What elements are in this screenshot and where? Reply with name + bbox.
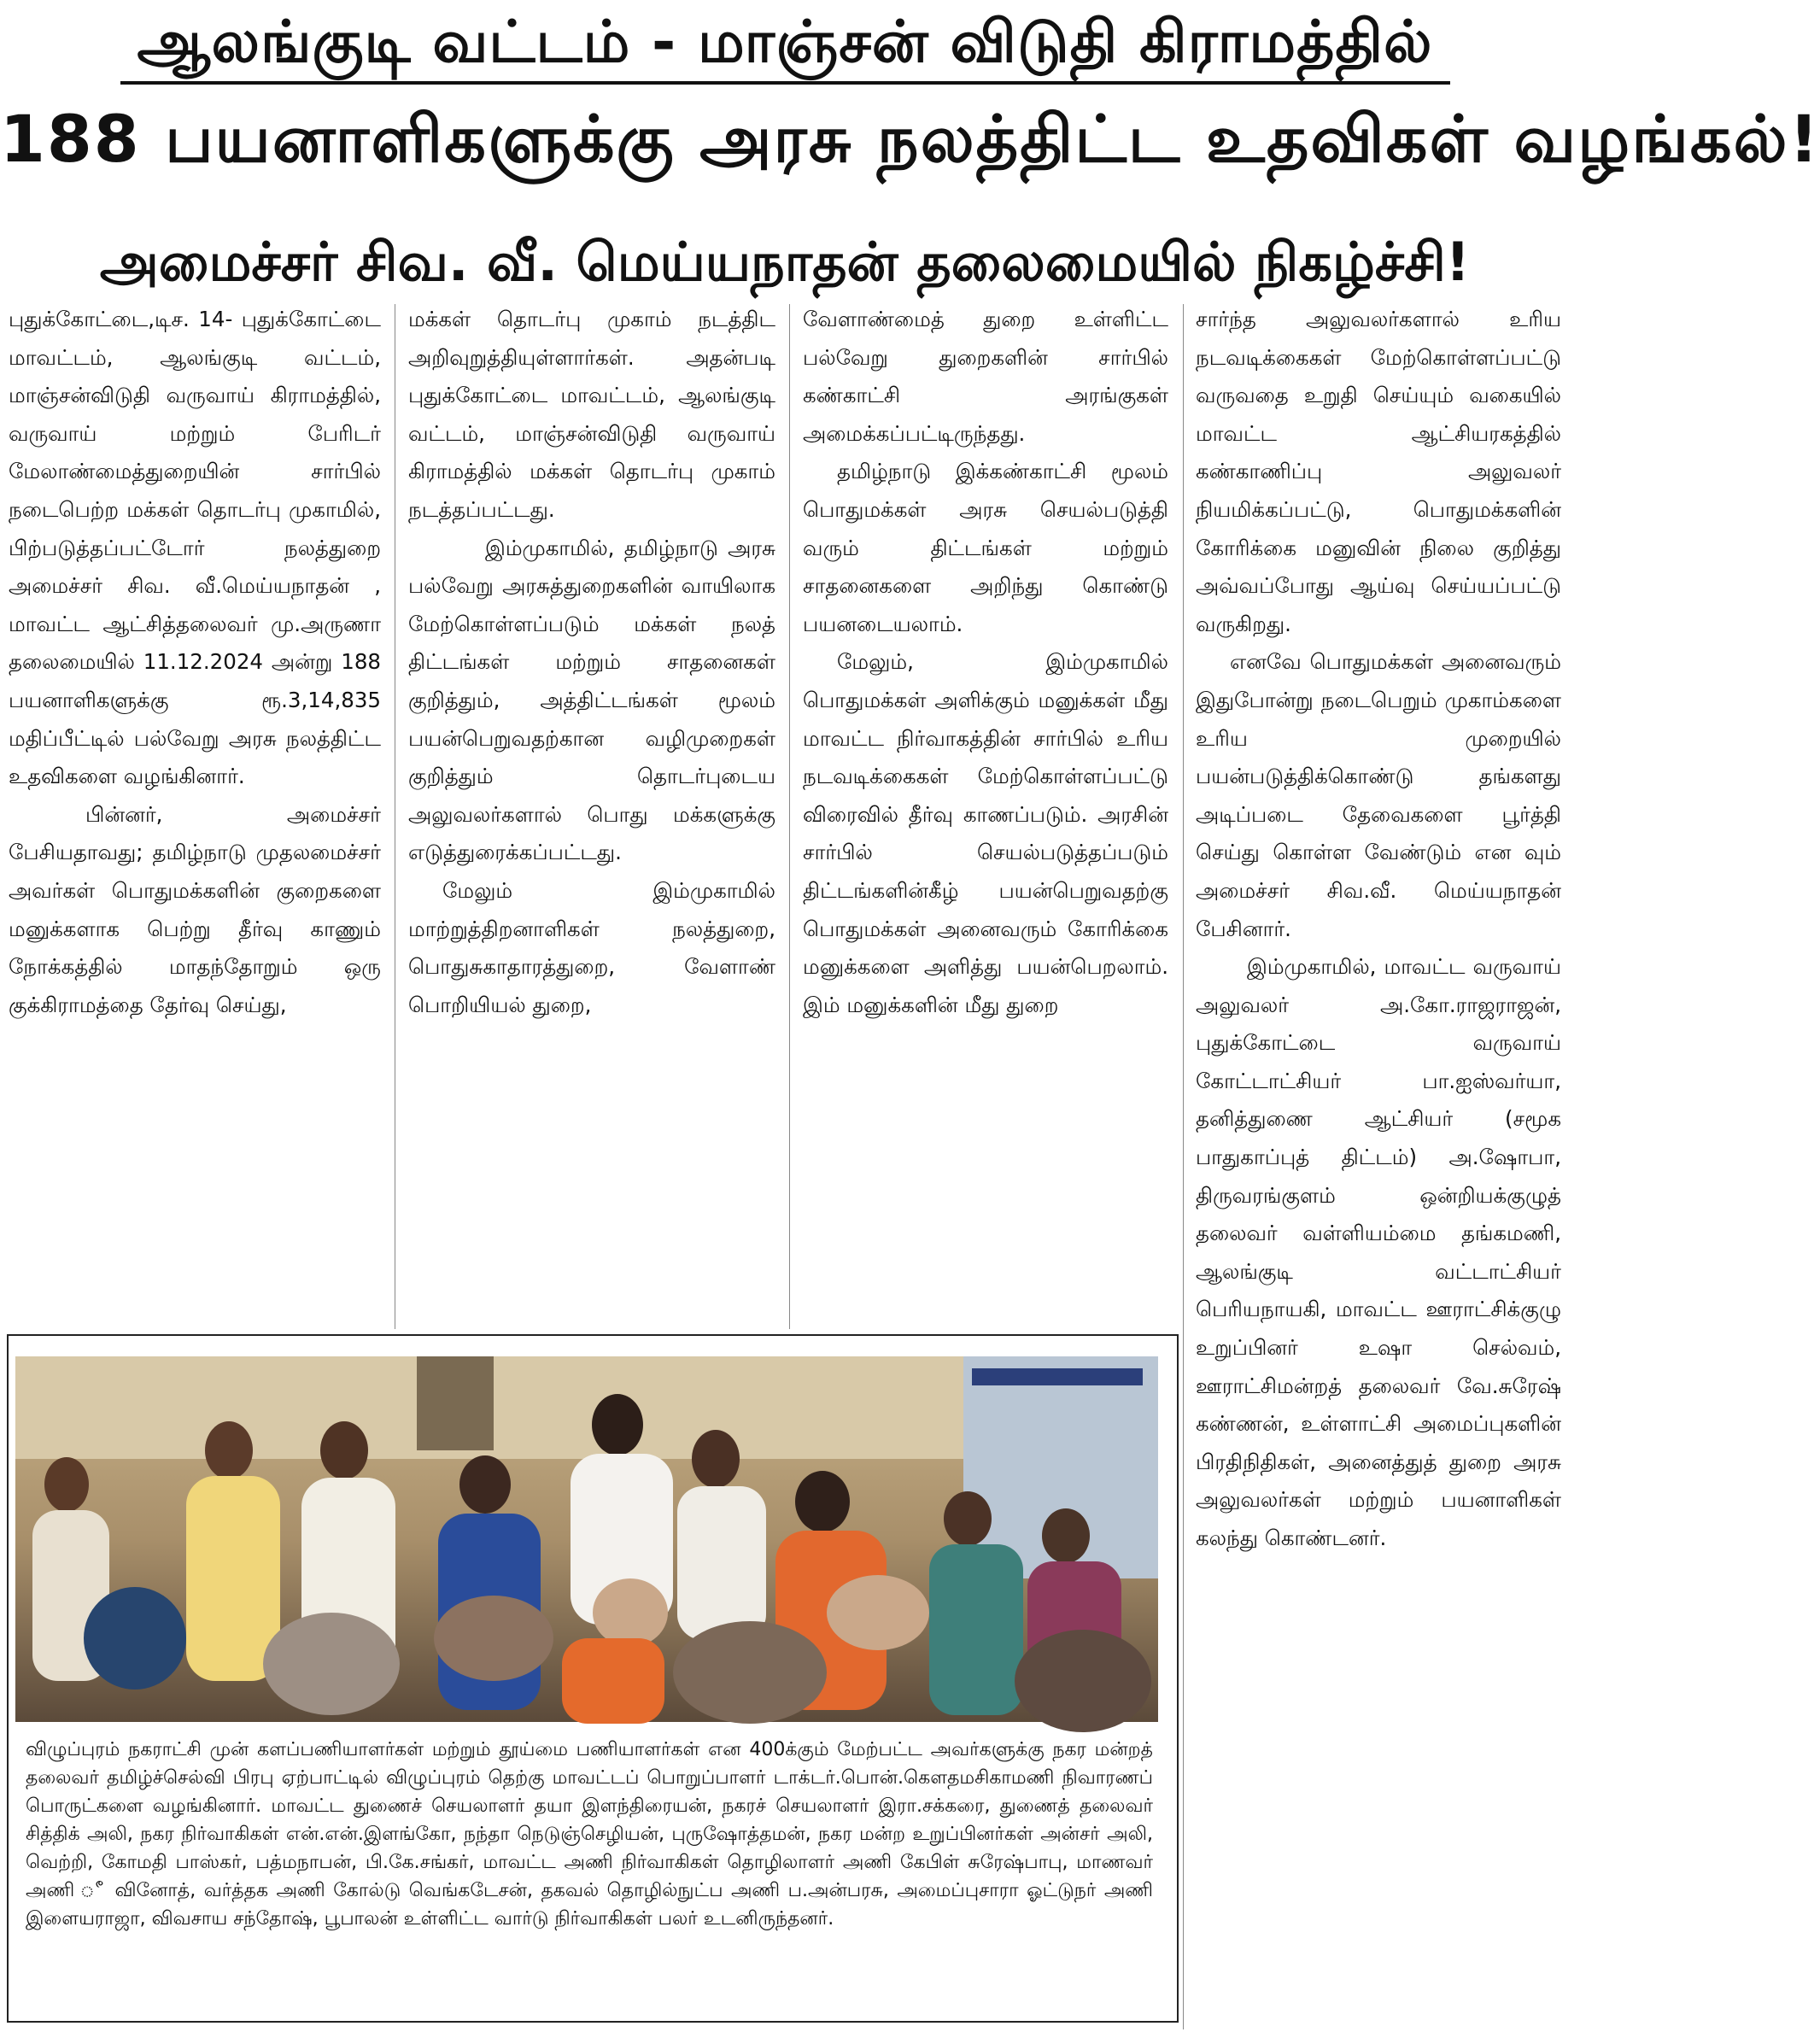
paragraph: மேலும், இம்முகாமில் பொதுமக்கள் அளிக்கும் மனுக்கள் மீது மாவட்ட நிர்வாகத்தின் சார்பில் உரிய நடவடிக்கைகள் மேற்கொள்ளப்பட்டு விரைவில் தீர்வு காணப்படும். அரசின் சார்பில் செயல்படுத்தப்படும் திட்டங்களின்கீழ் பயன்பெறுவதற்கு பொதுமக்கள் அனைவரும் கோரிக்கை மனுக்களை அளித்து பயன்பெறலாம். இம் மனுக்களின் மீது துறை [803,649,1168,1017]
photo-caption: விழுப்புரம் நகராட்சி முன் களப்பணியாளர்கள் மற்றும் தூய்மை பணியாளர்கள் என 400க்கும் மேற்பட்ட அவர்களுக்கு நகர மன்றத் தலைவர் தமிழ்ச்செல்வி பிரபு ஏற்பாட்டில் விழுப்புரம் தெற்கு மாவட்டப் பொறுப்பாளர் டாக்டர்.பொன்.கௌதமசிகாமணி நிவாரணப் பொருட்களை வழங்கினார். மாவட்ட துணைச் செயலாளர் தயா இளந்திரையன், நகரச் செயலாளர் இரா.சக்கரை, துணைத் தலைவர் சித்திக் அலி, நகர நிர்வாகிகள் என்.என்.இளங்கோ, நந்தா நெடுஞ்செழியன், புருஷோத்தமன், நகர மன்ற உறுப்பினர்கள் அன்சர் அலி, வெற்றி, கோமதி பாஸ்கர், பத்மநாபன், பி.கே.சங்கர், மாவட்ட அணி நிர்வாகிகள் தொழிலாளர் அணி கேபிள் சுரேஷ்பாபு, மாணவர் அணி ீ வினோத், வர்த்தக அணி கோல்டு வெங்கடேசன், தகவல் தொழில்நுட்ப அணி ப.அன்பரசு, அமைப்புசாரா ஓட்டுநர் அணி இளையராஜா, விவசாய சந்தோஷ், பூபாலன் உள்ளிட்ட வார்டு நிர்வாகிகள் பலர் உடனிருந்தனர். [26,1739,1153,1930]
article-headline: 188 பயனாளிகளுக்கு அரசு நலத்திட்ட உதவிகள் வழங்கல்! [0,101,1820,177]
paragraph: வேளாண்மைத் துறை உள்ளிட்ட பல்வேறு துறைகளின் சார்பில் கண்காட்சி அரங்குகள் அமைக்கப்பட்டிருந்தது. [803,307,1168,446]
article-kicker [0,9,1570,84]
paragraph: இம்முகாமில், தமிழ்நாடு அரசு பல்வேறு அரசுத்துறைகளின் வாயிலாக மேற்கொள்ளப்படும் மக்கள் நலத் திட்டங்கள் மற்றும் சாதனைகள் குறித்தும், அத்திட்டங்கள் மூலம் பயன்பெறுவதற்கான வழிமுறைகள் குறித்தும் தொடர்புடைய அலுவலர்களால் பொது மக்களுக்கு எடுத்துரைக்கப்பட்டது. [408,535,775,865]
article-column-2 [408,301,775,1326]
article-column-1 [9,301,381,1326]
column-divider [1183,304,1184,2029]
article-column-3 [803,301,1168,1326]
paragraph: தமிழ்நாடு இக்கண்காட்சி மூலம் பொதுமக்கள் அரசு செயல்படுத்தி வரும் திட்டங்கள் மற்றும் சாதனைகளை அறிந்து கொண்டு பயனடையலாம். [803,459,1168,636]
kicker-text: ஆலங்குடி வட்டம் - மாஞ்சன் விடுதி கிராமத்தில் [120,9,1450,85]
article-subhead: அமைச்சர் சிவ. வீ. மெய்யநாதன் தலைமையில் நிகழ்ச்சி! [99,231,1471,293]
paragraph: மக்கள் தொடர்பு முகாம் நடத்திட அறிவுறுத்தியுள்ளார்கள். அதன்படி புதுக்கோட்டை மாவட்டம், ஆலங்குடி வட்டம், மாஞ்சன்விடுதி வருவாய் கிராமத்தில் மக்கள் தொடர்பு முகாம் நடத்தப்பட்டது. [408,307,775,522]
paragraph: மேலும் இம்முகாமில் மாற்றுத்திறனாளிகள் நலத்துறை, பொதுசுகாதாரத்துறை, வேளாண் பொறியியல் துறை, [408,877,775,1017]
photo-box [7,1334,1179,2023]
event-photo-illustration [15,1356,1158,1722]
paragraph: பின்னர், அமைச்சர் பேசியதாவது; தமிழ்நாடு முதலமைச்சர் அவர்கள் பொதுமக்களின் குறைகளை மனுக்களாக பெற்று தீர்வு காணும் நோக்கத்தில் மாதந்தோறும் ஒரு குக்கிராமத்தை தேர்வு செய்து, [9,801,381,1017]
event-photo [15,1356,1158,1722]
column-divider [789,304,790,1329]
paragraph: இம்முகாமில், மாவட்ட வருவாய் அலுவலர் அ.கோ.ராஜராஜன், புதுக்கோட்டை வருவாய் கோட்டாட்சியர் பா.ஐஸ்வர்யா, தனித்துணை ஆட்சியர் (சமூக பாதுகாப்புத் திட்டம்) அ.ஷோபா, திருவரங்குளம் ஒன்றியக்குழுத் தலைவர் வள்ளியம்மை தங்கமணி, ஆலங்குடி வட்டாட்சியர் பெரியநாயகி, மாவட்ட ஊராட்சிக்குழு உறுப்பினர் உஷா செல்வம், ஊராட்சிமன்றத் தலைவர் வே.சுரேஷ் கண்ணன், உள்ளாட்சி அமைப்புகளின் பிரதிநிதிகள், அனைத்துத் துறை அரசு அலுவலர்கள் மற்றும் பயனாளிகள் கலந்து கொண்டனர். [1196,954,1561,1550]
paragraph: எனவே பொதுமக்கள் அனைவரும் இதுபோன்று நடைபெறும் முகாம்களை உரிய முறையில் பயன்படுத்திக்கொண்டு தங்களது அடிப்படை தேவைகளை பூர்த்தி செய்து கொள்ள வேண்டும் என வும் அமைச்சர் சிவ.வீ. மெய்யநாதன் பேசினார். [1196,649,1561,941]
paragraph: புதுக்கோட்டை,டிச. 14- புதுக்கோட்டை மாவட்டம், ஆலங்குடி வட்டம், மாஞ்சன்விடுதி வருவாய் கிராமத்தில், வருவாய் மற்றும் பேரிடர் மேலாண்மைத்துறையின் சார்பில் நடைபெற்ற மக்கள் தொடர்பு முகாமில், பிற்படுத்தப்பட்டோர் நலத்துறை அமைச்சர் சிவ. வீ.மெய்யநாதன் , மாவட்ட ஆட்சித்தலைவர் மு.அருணா தலைமையில் 11.12.2024 அன்று 188 பயனாளிகளுக்கு ரூ.3,14,835 மதிப்பீட்டில் பல்வேறு அரசு நலத்திட்ட உதவிகளை வழங்கினார். [9,307,381,789]
paragraph: சார்ந்த அலுவலர்களால் உரிய நடவடிக்கைகள் மேற்கொள்ளப்பட்டு வருவதை உறுதி செய்யும் வகையில் மாவட்ட ஆட்சியரகத்தில் கண்காணிப்பு அலுவலர் நியமிக்கப்பட்டு, பொதுமக்களின் கோரிக்கை மனுவின் நிலை குறித்து அவ்வப்போது ஆய்வு செய்யப்பட்டு வருகிறது. [1196,307,1561,636]
article-column-4 [1196,301,1561,2035]
